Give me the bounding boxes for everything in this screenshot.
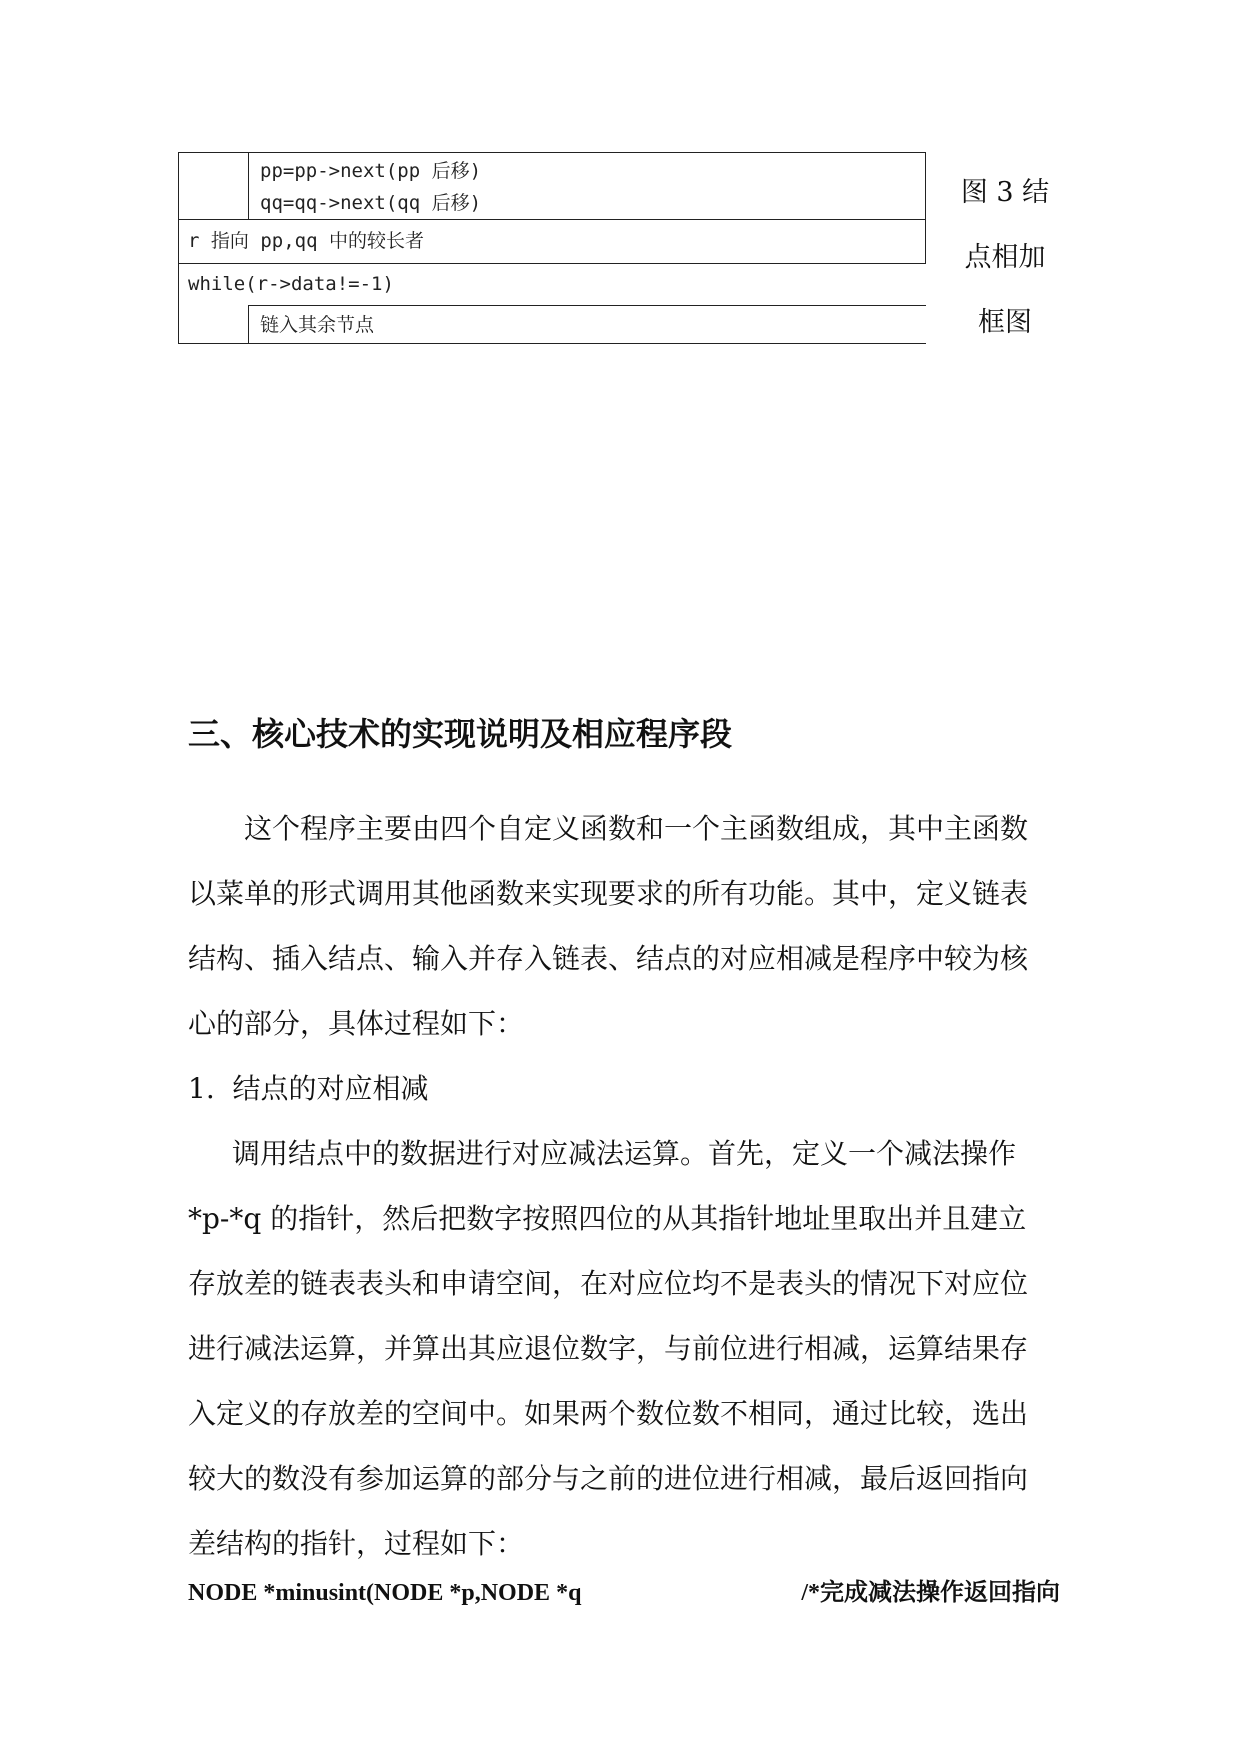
- structure-chart: [178, 152, 926, 344]
- paragraph-subtraction: [188, 1121, 1060, 1576]
- paragraph-line: 存放差的链表表头和申请空间，在对应位均不是表头的情况下对应位: [188, 1267, 1029, 1300]
- paragraph-line: 这个程序主要由四个自定义函数和一个主函数组成，其中主函数: [244, 812, 1029, 845]
- figure-caption-line3: 框图: [978, 307, 1032, 338]
- code-snippet: [188, 1576, 1060, 1610]
- figure-caption-line1: 图 3 结: [960, 177, 1050, 208]
- figure-caption: [945, 160, 1065, 355]
- ns-row-link-rest: 链入其余节点: [260, 314, 375, 336]
- paragraph-line: 以菜单的形式调用其他函数来实现要求的所有功能。其中，定义链表: [188, 877, 1029, 910]
- paragraph-line: 心的部分，具体过程如下：: [188, 1007, 525, 1040]
- paragraph-line: 较大的数没有参加运算的部分与之前的进位进行相减，最后返回指向: [188, 1462, 1029, 1495]
- subheading-text: 结点的对应相减: [232, 1072, 429, 1105]
- ns-row-pp-advance: pp=pp->next(pp 后移): [260, 160, 482, 182]
- paragraph-line: 结构、插入结点、输入并存入链表、结点的对应相减是程序中较为核: [188, 942, 1029, 975]
- subheading-number: 1.: [188, 1072, 215, 1105]
- paragraph-line: 调用结点中的数据进行对应减法运算。首先，定义一个减法操作: [232, 1137, 1017, 1170]
- paragraph-line: 入定义的存放差的空间中。如果两个数位数不相同，通过比较，选出: [188, 1397, 1029, 1430]
- code-signature: NODE *minusint(NODE *p,NODE *q: [188, 1580, 582, 1606]
- paragraph-line: 进行减法运算，并算出其应退位数字，与前位进行相减，运算结果存: [188, 1332, 1029, 1365]
- ns-row-qq-advance: qq=qq->next(qq 后移): [260, 192, 482, 214]
- paragraph-intro: [188, 796, 1060, 1056]
- paragraph-line: 差结构的指针，过程如下：: [188, 1527, 525, 1560]
- ns-row-while: while(r->data!=-1): [188, 273, 394, 295]
- code-comment: /*完成减法操作返回指向: [801, 1580, 1060, 1606]
- ns-row-r-longer: r 指向 pp,qq 中的较长者: [188, 230, 424, 252]
- figure-caption-line2: 点相加: [964, 242, 1046, 273]
- paragraph-line: *p-*q 的指针，然后把数字按照四位的从其指针地址里取出并且建立: [188, 1202, 1027, 1235]
- subheading: [188, 1056, 1060, 1121]
- section-title: 三、核心技术的实现说明及相应程序段: [188, 715, 733, 753]
